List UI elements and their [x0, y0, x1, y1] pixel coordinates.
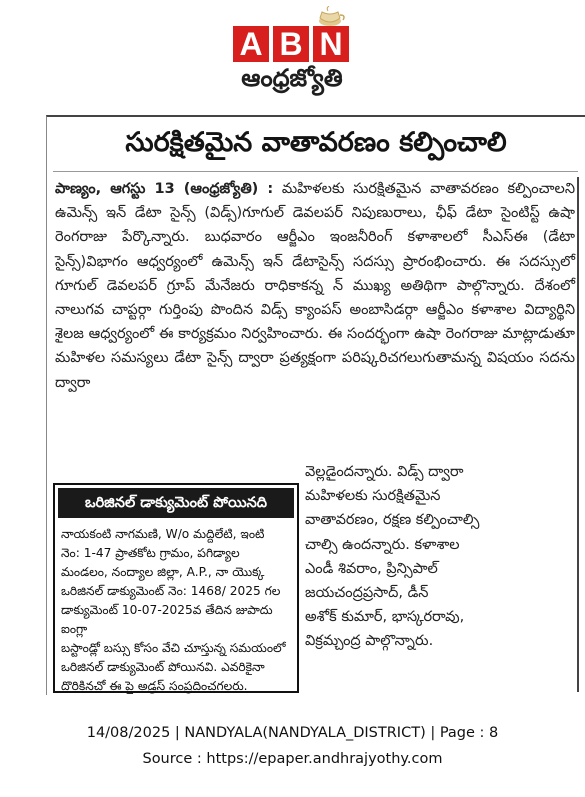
ad-title: ఒరిజినల్ డాక్యుమెంట్ పోయినది — [58, 488, 294, 518]
ad-line: ఒరిజినల్ డాక్యుమెంట్ నెం: 1468/ 2025 గల — [61, 584, 281, 598]
coffee-cup-icon — [316, 6, 348, 28]
ad-line: మండలం, నంద్యాల జిల్లా, A.P., నా యొక్క — [61, 565, 265, 579]
news-clipping — [46, 115, 585, 695]
logo-letter-b: B — [273, 26, 309, 62]
logo-letter-n: N — [313, 26, 349, 62]
continuation-line: వాతావరణం, రక్షణ కల్పించాల్సి — [305, 512, 480, 529]
article-continuation — [305, 460, 575, 654]
footer-edition-info: 14/08/2025 | NANDYALA(NANDYALA_DISTRICT) | Page : 8 — [86, 725, 499, 741]
continuation-line: విక్రమ్చంద్ర పాల్గొన్నారు. — [305, 633, 434, 650]
ad-line: బస్టాండ్లో బస్సు కోసం వేచి చూస్తున్న సమయంలో — [61, 641, 286, 655]
headline-divider — [53, 171, 578, 172]
lost-document-ad — [53, 483, 299, 693]
page-footer — [0, 720, 585, 772]
footer-source-link[interactable]: Source : https://epaper.andhrajyothy.com — [142, 751, 443, 767]
continuation-line: వెల్లడైందన్నారు. విడ్స్ ద్వారా — [305, 464, 464, 480]
article-headline: సురక్షితమైన వాతావరణం కల్పించాలి — [125, 127, 507, 158]
ad-line: నాయకంటి నాగమణి, W/o మద్దిలేటి, ఇంటి — [61, 527, 265, 541]
article-body-text: మహిళలకు సురక్షితమైన వాతావరణం కల్పించాలని ఉమెన్స్ ఇన్ డేటా సైన్స్ (విడ్స్)గూగుల్ డెవలపర్ నిపుణురాలు, ఛీఫ్ డేటా సైంటిస్ట్ ఉషా రెంగరాజు పేర్కొన్నారు. బుధవారం ఆర్జీఎం ఇంజనీరింగ్ కళాశాలలో సీఎస్ఈ (డేటా సైన్స్)విభాగం ఆధ్వర్యంలో ఉమెన్స్ ఇన్ డేటాసైన్స్ సదస్సు ప్రారంభించారు. ఈ సదస్సులో గూగుల్ డెవలపర్ గ్రూప్ మేనేజరు రాధికాకన్న న్ ముఖ్య అతిథిగా పాల్గొన్నారు. దేశంలో నాలుగవ చాప్టర్గా గుర్తింపు పొందిన విడ్స్ క్యాంపస్ అంబాసిడర్గా ఆర్జీఎం కళాశాల విద్యార్థిని శైలజ ఆధ్వర్యంలో ఈ కార్యక్రమం నిర్వహించారు. ఈ సందర్భంగా ఉషా రెంగరాజు మాట్లాడుతూ మహిళల సమస్యలు డేటా సైన్స్ ద్వారా ప్రత్యక్షంగా పరిష్కరిచగలుగుతామన్న విషయం సదను ద్వారా — [55, 181, 576, 391]
article-dateline: పాణ్యం, ఆగస్టు 13 (ఆంధ్రజ్యోతి) : — [55, 181, 274, 197]
masthead — [0, 0, 585, 110]
continuation-line: జయచంద్రప్రసాద్, డీన్ — [305, 585, 429, 602]
continuation-line: మహిళలకు సురక్షితమైన — [305, 488, 441, 505]
ad-line: డాక్యుమెంట్ 10-07-2025వ తేదిన జుపాదు ఐంగ్లా — [61, 603, 273, 636]
continuation-line: అశోక్ కుమార్, భాస్కరరావు, — [305, 609, 465, 626]
ad-line: దొరికినచో ఈ పై అడ్రస్ సంప్రదించగలరు. — [61, 679, 248, 693]
ad-body — [55, 521, 297, 696]
continuation-line: చాల్సి ఉందన్నారు. కళాశాల — [305, 536, 460, 553]
article-body — [55, 177, 575, 395]
ad-line: నెం: 1-47 ప్రాతకోట గ్రామం, పగిడ్యాల — [61, 546, 240, 560]
continuation-line: ఎండీ శివరాం, ప్రిన్సిపాల్ — [305, 560, 438, 577]
logo-letter-a: A — [233, 26, 269, 62]
ad-line: ఒరిజినల్ డాక్యుమెంట్ పోయినవి. ఎవరికైనా — [61, 660, 265, 674]
newspaper-name: ఆంధ్రజ్యోతి — [241, 64, 343, 92]
column-rule — [577, 177, 579, 692]
abn-logo — [233, 26, 349, 62]
